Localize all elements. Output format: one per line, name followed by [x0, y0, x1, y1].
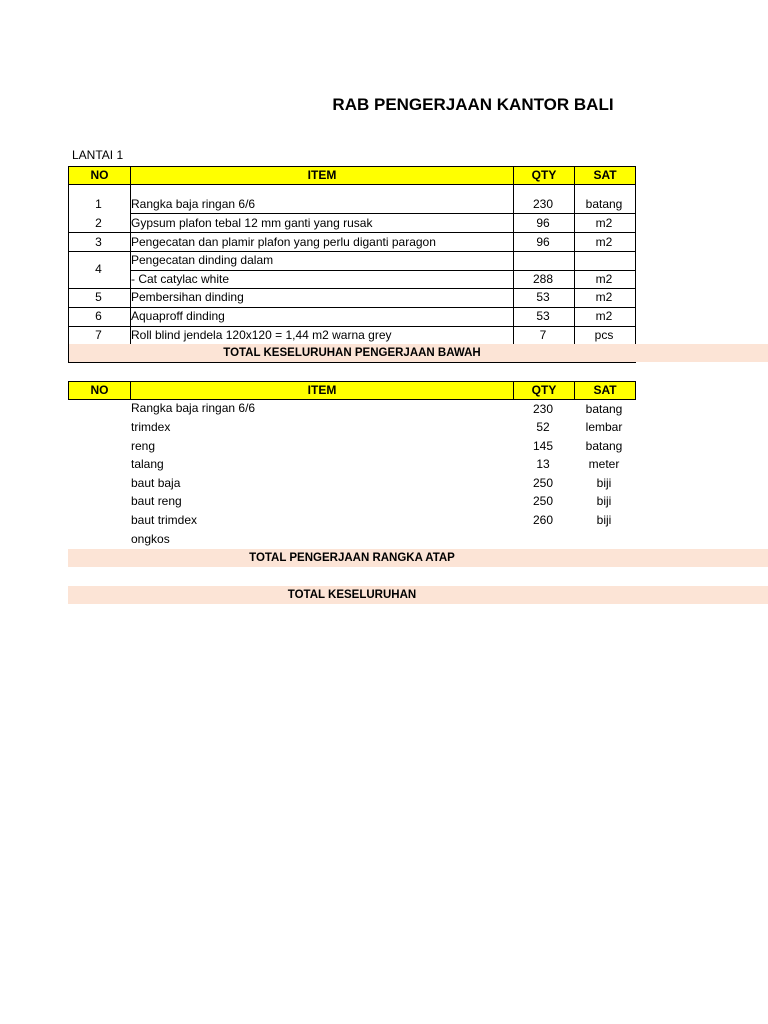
header-sat: SAT [593, 168, 617, 182]
cell-sat: lembar [585, 420, 623, 434]
cell-item: reng [131, 439, 156, 453]
table-row [68, 326, 636, 345]
cell-sat: batang [585, 402, 623, 416]
table-row [68, 288, 636, 307]
table1-header [68, 166, 636, 185]
cell-item: talang [131, 457, 164, 471]
table-row [68, 437, 636, 456]
cell-item: Rangka baja ringan 6/6 [131, 401, 256, 415]
cell-no: 3 [95, 235, 102, 249]
cell-sat: batang [585, 197, 623, 211]
cell-qty: 250 [532, 476, 554, 490]
total-row-rangka-atap [68, 549, 768, 567]
header-item: ITEM [307, 383, 337, 397]
table-row [68, 511, 636, 530]
cell-qty: 260 [532, 513, 554, 527]
table-row [68, 399, 636, 418]
cell-no: 7 [95, 328, 102, 342]
table-row [68, 474, 636, 493]
page-title: RAB PENGERJAAN KANTOR BALI [332, 95, 614, 114]
cell-sat: batang [585, 439, 623, 453]
header-no: NO [90, 383, 109, 397]
grand-total-label: TOTAL KESELURUHAN [287, 589, 417, 601]
table-row [68, 214, 636, 233]
cell-item: baut reng [131, 494, 182, 508]
cell-qty: 96 [536, 235, 550, 249]
cell-sat [574, 530, 634, 548]
table2-header [68, 381, 636, 400]
cell-item: Aquaproff dinding [131, 309, 225, 323]
table-row [68, 530, 636, 549]
cell-qty: 250 [532, 494, 554, 508]
table-row [68, 455, 636, 474]
table-row [68, 307, 636, 326]
cell-item: ongkos [131, 532, 170, 546]
cell-item: Rangka baja ringan 6/6 [131, 197, 256, 211]
cell-qty: 13 [536, 457, 550, 471]
header-qty: QTY [531, 168, 557, 182]
cell-qty: 96 [536, 216, 550, 230]
cell-item: Pembersihan dinding [131, 290, 244, 304]
cell-item: baut baja [131, 476, 181, 490]
cell-sat: m2 [595, 309, 613, 323]
table-row [68, 418, 636, 437]
cell-item-sub: - Cat catylac white [131, 272, 230, 286]
cell-qty: 288 [532, 272, 554, 286]
cell-item: Pengecatan dan plamir plafon yang perlu diganti paragon [131, 235, 436, 249]
total-row-bawah [68, 344, 768, 362]
cell-sat: m2 [595, 235, 613, 249]
cell-sat: m2 [595, 216, 613, 230]
header-qty: QTY [531, 383, 557, 397]
cell-qty: 230 [532, 197, 554, 211]
cell-sat: biji [596, 476, 612, 490]
cell-sat: meter [588, 457, 620, 471]
cell-sat: m2 [595, 272, 613, 286]
header-no: NO [90, 168, 109, 182]
cell-item: trimdex [131, 420, 171, 434]
cell-qty [513, 530, 573, 548]
total-label: TOTAL KESELURUHAN PENGERJAAN BAWAH [223, 347, 481, 359]
table-row [68, 195, 636, 214]
total-label: TOTAL PENGERJAAN RANGKA ATAP [249, 552, 455, 564]
cell-qty: 53 [536, 309, 550, 323]
cell-item: Gypsum plafon tebal 12 mm ganti yang rusak [131, 216, 373, 230]
cell-qty: 145 [532, 439, 554, 453]
cell-sat: biji [596, 494, 612, 508]
cell-qty: 230 [532, 402, 554, 416]
header-item: ITEM [307, 168, 337, 182]
cell-item: Pengecatan dinding dalam [131, 253, 274, 267]
table-row [68, 492, 636, 511]
cell-sat: pcs [594, 328, 614, 342]
grand-total-row [68, 586, 768, 604]
cell-qty: 7 [539, 328, 547, 342]
cell-qty: 53 [536, 290, 550, 304]
section-label-lantai: LANTAI 1 [72, 148, 124, 162]
cell-no: 2 [95, 216, 102, 230]
cell-no: 1 [95, 197, 102, 211]
cell-no: 4 [95, 262, 102, 276]
cell-item: Roll blind jendela 120x120 = 1,44 m2 warna grey [131, 328, 392, 342]
cell-sat: m2 [595, 290, 613, 304]
cell-sat: biji [596, 513, 612, 527]
header-sat: SAT [593, 383, 617, 397]
table-row [68, 251, 636, 289]
cell-item: baut trimdex [131, 513, 198, 527]
table-row [68, 233, 636, 252]
cell-no: 6 [95, 309, 102, 323]
cell-qty: 52 [536, 420, 550, 434]
cell-no: 5 [95, 290, 102, 304]
